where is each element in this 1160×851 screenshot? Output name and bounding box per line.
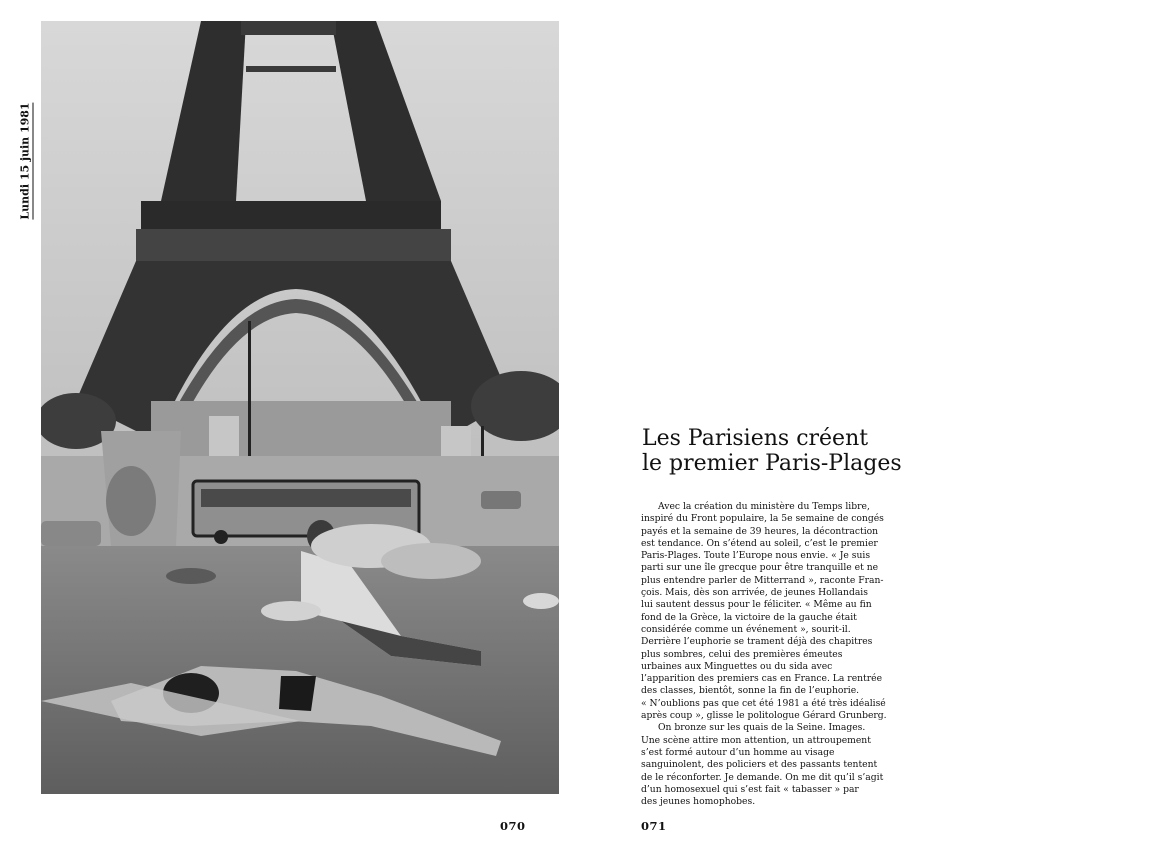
text-line: parti sur une île grecque pour être tranquille et ne <box>641 562 879 574</box>
text-line: l’apparition des premiers cas en France. La rentrée <box>641 673 883 685</box>
text-line: urbaines aux Minguettes ou du sida avec <box>641 660 833 672</box>
text-line: Une scène attire mon attention, un attroupement <box>641 734 871 746</box>
text-line: considérée comme un événement », sourit-il. <box>641 623 851 635</box>
text-line: lui sautent dessus pour le féliciter. « Même au fin <box>641 599 872 611</box>
text-line: s’est formé autour d’un homme au visage <box>641 746 835 758</box>
text-line: d’un homosexuel qui s’est fait « tabasser » par <box>641 783 859 795</box>
paragraph-1 <box>641 501 961 722</box>
text-line: On bronze sur les quais de la Seine. Images. <box>658 722 866 734</box>
text-line: sanguinolent, des policiers et des passants tentent <box>641 759 878 771</box>
article-headline <box>642 426 962 476</box>
right-page <box>580 0 1160 851</box>
text-line: plus entendre parler de Mitterrand », raconte Fran- <box>641 574 884 586</box>
article-body <box>641 501 961 808</box>
text-line: des classes, bientôt, sonne la fin de l’euphorie. <box>641 685 860 697</box>
date-label-text: Lundi 15 juin 1981 <box>18 101 32 220</box>
headline-line-1: Les Parisiens créent <box>642 426 869 451</box>
text-line: payés et la semaine de 39 heures, la décontraction <box>641 525 879 537</box>
text-line: « N’oublions pas que cet été 1981 a été très idéalisé <box>641 697 886 709</box>
text-line: plus sombres, celui des premières émeutes <box>641 648 843 660</box>
text-line: est tendance. On s’étend au soleil, c’est le premier <box>641 537 878 549</box>
text-line: fond de la Grèce, la victoire de la gauche était <box>641 611 857 623</box>
text-line: Avec la création du ministère du Temps libre, <box>658 501 870 512</box>
text-line: après coup », glisse le politologue Gérard Grunberg. <box>641 710 887 722</box>
page-number-right: 071 <box>641 819 667 833</box>
date-label <box>16 101 36 220</box>
text-line: de le réconforter. Je demande. On me dit qu’il s’agit <box>641 771 884 783</box>
text-line: Paris-Plages. Toute l’Europe nous envie. « Je suis <box>641 550 871 562</box>
text-line: des jeunes homophobes. <box>641 796 756 808</box>
page-number-left: 070 <box>500 819 526 833</box>
text-line: çois. Mais, dès son arrivée, de jeunes Hollandais <box>641 587 868 599</box>
eiffel-tower-photo <box>41 21 559 794</box>
text-line: Derrière l’euphorie se trament déjà des chapitres <box>641 636 873 648</box>
headline-line-2: le premier Paris-Plages <box>642 451 902 476</box>
paragraph-2 <box>641 722 961 808</box>
text-line: inspiré du Front populaire, la 5e semaine de congés <box>641 513 884 525</box>
